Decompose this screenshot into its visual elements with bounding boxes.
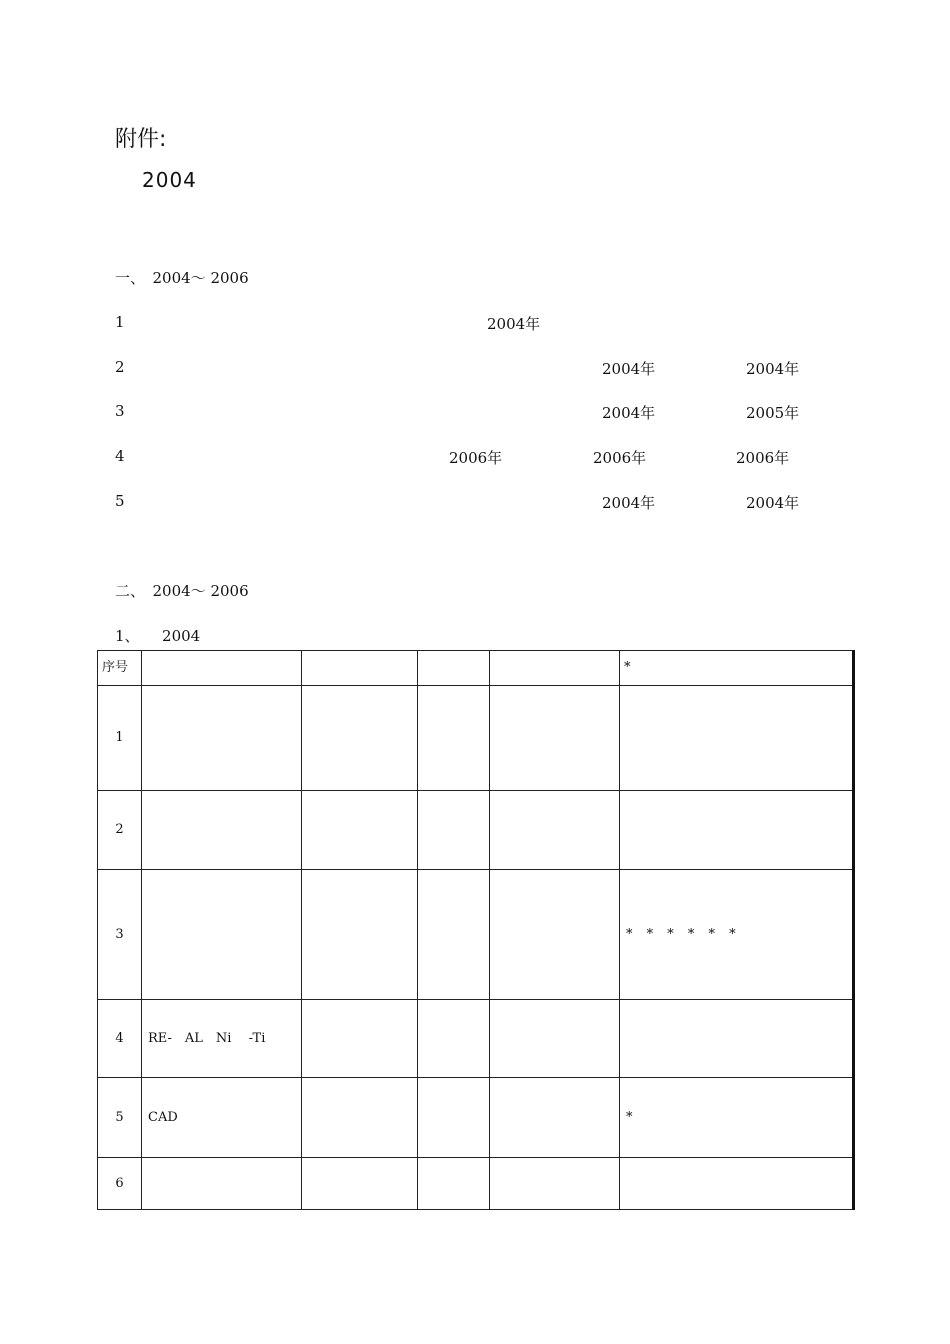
section1-item-2-col1: 2004年 <box>602 360 656 378</box>
row-project-name <box>142 870 302 1000</box>
row-partner <box>490 791 620 870</box>
row-no: 3 <box>98 870 142 1000</box>
table-header-row <box>98 651 854 686</box>
section1-heading: 一、 2004～ 2006 <box>115 269 249 287</box>
table-row <box>98 1158 854 1210</box>
row-unit <box>302 1158 418 1210</box>
row-leader <box>418 686 490 791</box>
row-members <box>620 1000 854 1078</box>
row-project-name <box>142 686 302 791</box>
section2-subheading: 1、 2004 <box>115 627 201 645</box>
row-members <box>620 686 854 791</box>
row-no: 2 <box>98 791 142 870</box>
row-leader <box>418 1000 490 1078</box>
section1-item-1-col2: 2004年 <box>487 315 541 333</box>
row-partner <box>490 686 620 791</box>
row-unit <box>302 870 418 1000</box>
table-header-leader <box>418 651 490 686</box>
section2-heading: 二、 2004～ 2006 <box>115 582 249 600</box>
row-leader <box>418 1078 490 1158</box>
row-project-name: CAD <box>142 1078 302 1158</box>
document-title: 2004 <box>142 168 197 192</box>
table-row <box>98 1078 854 1158</box>
project-table <box>97 650 855 1210</box>
table-row <box>98 686 854 791</box>
table-header-project-name <box>142 651 302 686</box>
table-row <box>98 1000 854 1078</box>
row-unit <box>302 1000 418 1078</box>
row-members <box>620 1158 854 1210</box>
row-members: * * * * * * <box>620 870 854 1000</box>
table-header-members: * <box>620 651 854 686</box>
table-row <box>98 791 854 870</box>
attachment-label: 附件: <box>115 127 167 152</box>
table-header-no: 序号 <box>98 651 142 686</box>
section1-item-3: 3 <box>115 402 125 420</box>
row-project-name <box>142 1158 302 1210</box>
section1-item-4-col3: 2006年 <box>736 449 790 467</box>
row-leader <box>418 791 490 870</box>
row-project-name: RE- AL Ni -Ti <box>142 1000 302 1078</box>
row-partner <box>490 1158 620 1210</box>
section1-item-2: 2 <box>115 358 125 376</box>
row-members <box>620 791 854 870</box>
section1-item-5: 5 <box>115 492 125 510</box>
section1-item-3-col1: 2004年 <box>602 404 656 422</box>
section1-item-3-col3: 2005年 <box>746 404 800 422</box>
section1-item-4: 4 <box>115 447 125 465</box>
row-partner <box>490 1000 620 1078</box>
row-leader <box>418 1158 490 1210</box>
row-leader <box>418 870 490 1000</box>
row-no: 6 <box>98 1158 142 1210</box>
row-partner <box>490 870 620 1000</box>
row-members: * <box>620 1078 854 1158</box>
section1-item-4-col2: 2006年 <box>593 449 647 467</box>
row-no: 1 <box>98 686 142 791</box>
section1-item-4-col1: 2006年 <box>449 449 503 467</box>
row-no: 4 <box>98 1000 142 1078</box>
row-no: 5 <box>98 1078 142 1158</box>
row-unit <box>302 791 418 870</box>
row-partner <box>490 1078 620 1158</box>
section1-item-2-col3: 2004年 <box>746 360 800 378</box>
table-row <box>98 870 854 1000</box>
row-unit <box>302 686 418 791</box>
table-header-unit <box>302 651 418 686</box>
row-unit <box>302 1078 418 1158</box>
row-project-name <box>142 791 302 870</box>
table-header-partner <box>490 651 620 686</box>
section1-item-5-col1: 2004年 <box>602 494 656 512</box>
section1-item-5-col3: 2004年 <box>746 494 800 512</box>
section1-item-1: 1 <box>115 313 125 331</box>
